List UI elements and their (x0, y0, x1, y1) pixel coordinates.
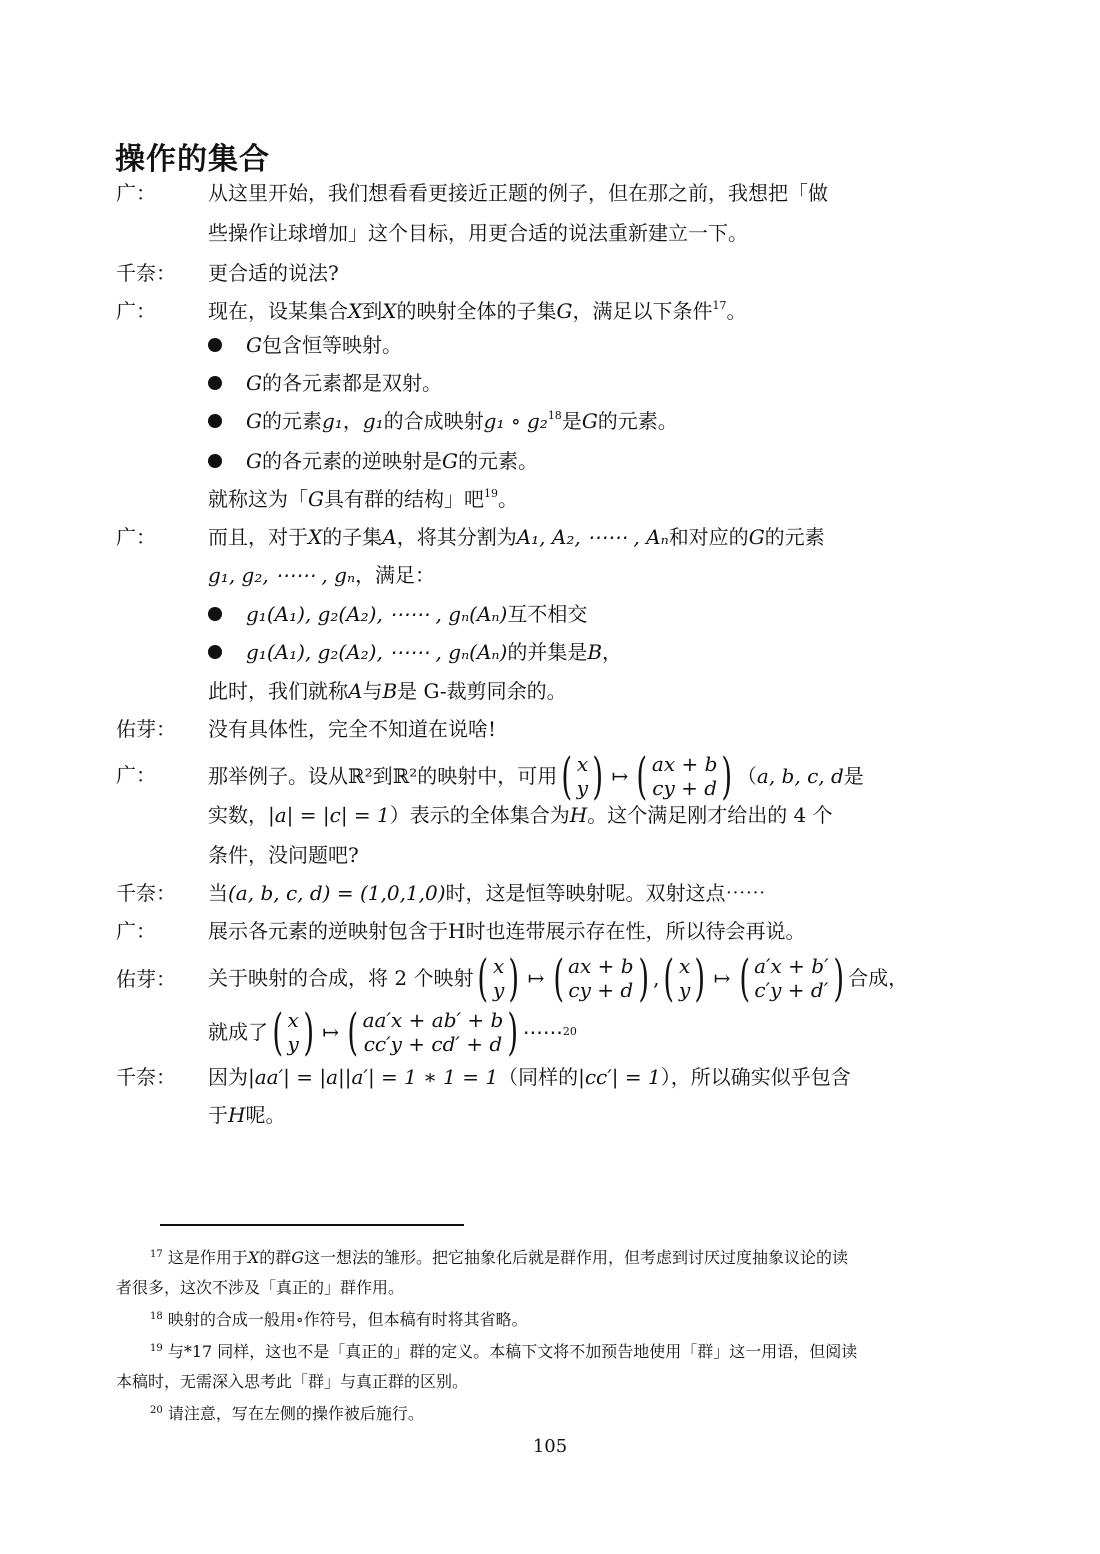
dialogue-line: 展示各元素的逆映射包含于H时也连带展示存在性，所以待会再说。 (208, 919, 806, 943)
vector-xy: ( x y ) (663, 949, 706, 1007)
dialogue-line: 更合适的说法? (208, 261, 339, 285)
dialogue-line: 那举例子。设从ℝ²到ℝ²的映射中，可用 ( x y ) ↦ ( ax + b cy + d ) （ a, b, c, d 是 (208, 747, 864, 805)
footnote: $^{17}$ 这是作用于X的群G这一想法的雏形。把它抽象化后就是群作用，但考虑到讨厌过度抽象议论的读 (150, 1248, 849, 1267)
speaker-label: 广： (116, 525, 156, 549)
dialogue-line: 此时，我们就称A与B是 G-裁剪同余的。 (208, 679, 567, 703)
vector-image: ( aa′x + ab′ + b cc′y + cd′ + d ) (347, 1003, 519, 1061)
bullet-icon (208, 607, 222, 621)
dialogue-line: 些操作让球增加」这个目标，用更合适的说法重新建立一下。 (208, 221, 748, 245)
speaker-label: 佑芽： (116, 967, 176, 991)
condition-item: g₁(A₁), g₂(A₂), ⋯⋯ , gₙ(Aₙ)的并集是B， (246, 640, 623, 664)
dialogue-line: 就称这为「G具有群的结构」吧$^{19}$。 (208, 487, 518, 511)
footnote: $^{19}$ 与*17 同样，这也不是「真正的」群的定义。本稿下文将不加预告地使用「群」这一用语，但阅读 (150, 1342, 858, 1361)
dialogue-line: 就成了 ( x y ) ↦ ( aa′x + ab′ + b cc′y + cd′ + d ) ⋯⋯ 20 (208, 1003, 577, 1061)
footnote: $^{18}$ 映射的合成一般用∘作符号，但本稿有时将其省略。 (150, 1310, 528, 1329)
dialogue-line: g₁, g₂, ⋯⋯ , gₙ，满足： (208, 563, 436, 587)
vector-xy: ( x y ) (477, 949, 520, 1007)
dialogue-line: 现在，设某集合X到X的映射全体的子集G，满足以下条件$^{17}$。 (208, 299, 747, 323)
vector-xy: ( x y ) (561, 747, 604, 805)
section-title: 操作的集合 (115, 142, 270, 177)
dialogue-line: 从这里开始，我们想看看更接近正题的例子，但在那之前，我想把「做 (208, 181, 828, 205)
footnote-separator (160, 1224, 464, 1226)
dialogue-line: 于H呢。 (208, 1103, 286, 1127)
condition-item: G的各元素都是双射。 (246, 371, 442, 395)
dialogue-line: 没有具体性，完全不知道在说啥! (208, 717, 497, 741)
footnote-ref: 19 (483, 487, 498, 500)
dialogue-line: 当(a, b, c, d) = (1,0,1,0)时，这是恒等映射呢。双射这点⋯⋯ (208, 881, 766, 905)
speaker-label: 广： (116, 181, 156, 205)
speaker-label: 广： (116, 763, 156, 787)
vector-image: ( a′x + b′ c′y + d′ ) (738, 949, 844, 1007)
dialogue-line: 条件，没问题吧? (208, 843, 359, 867)
condition-item: G包含恒等映射。 (246, 333, 402, 357)
speaker-label: 佑芽： (116, 717, 176, 741)
speaker-label: 千奈： (116, 261, 176, 285)
footnote-continuation: 本稿时，无需深入思考此「群」与真正群的区别。 (116, 1372, 469, 1391)
dialogue-line: 实数，|a| = |c| = 1）表示的全体集合为H。这个满足刚才给出的 4 个 (208, 803, 833, 827)
bullet-icon (208, 376, 222, 390)
vector-xy: ( x y ) (272, 1003, 314, 1061)
dialogue-line: 因为|aa′| = |a||a′| = 1 ∗ 1 = 1（同样的|cc′| = 1），所以确实似乎包含 (208, 1065, 851, 1089)
bullet-icon (208, 414, 222, 428)
bullet-icon (208, 645, 222, 659)
vector-image: ( ax + b cy + d ) (552, 949, 649, 1007)
speaker-label: 千奈： (116, 881, 176, 905)
condition-item: G的元素g₁，g₁的合成映射g₁ ∘ g₂$^{18}$是G的元素。 (246, 409, 678, 433)
footnote-ref: 18 (547, 409, 562, 422)
page-number: 105 (532, 1436, 568, 1457)
dialogue-line: 关于映射的合成，将 2 个映射 ( x y ) ↦ ( ax + b cy + d ) , ( x y ) ↦ ( a′x + b′ c′y + d′ ) 合成， (208, 949, 909, 1007)
footnote-ref: 17 (712, 299, 727, 312)
speaker-label: 广： (116, 919, 156, 943)
condition-item: g₁(A₁), g₂(A₂), ⋯⋯ , gₙ(Aₙ)互不相交 (246, 602, 588, 626)
dialogue-line: 而且，对于X的子集A，将其分割为A₁, A₂, ⋯⋯ , Aₙ和对应的G的元素 (208, 525, 825, 549)
condition-item: G的各元素的逆映射是G的元素。 (246, 449, 538, 473)
bullet-icon (208, 454, 222, 468)
footnote-continuation: 者很多，这次不涉及「真正的」群作用。 (116, 1278, 405, 1297)
speaker-label: 千奈： (116, 1065, 176, 1089)
bullet-icon (208, 338, 222, 352)
footnote: $^{20}$ 请注意，写在左侧的操作被后施行。 (150, 1404, 424, 1423)
vector-image: ( ax + b cy + d ) (636, 747, 733, 805)
speaker-label: 广： (116, 299, 156, 323)
